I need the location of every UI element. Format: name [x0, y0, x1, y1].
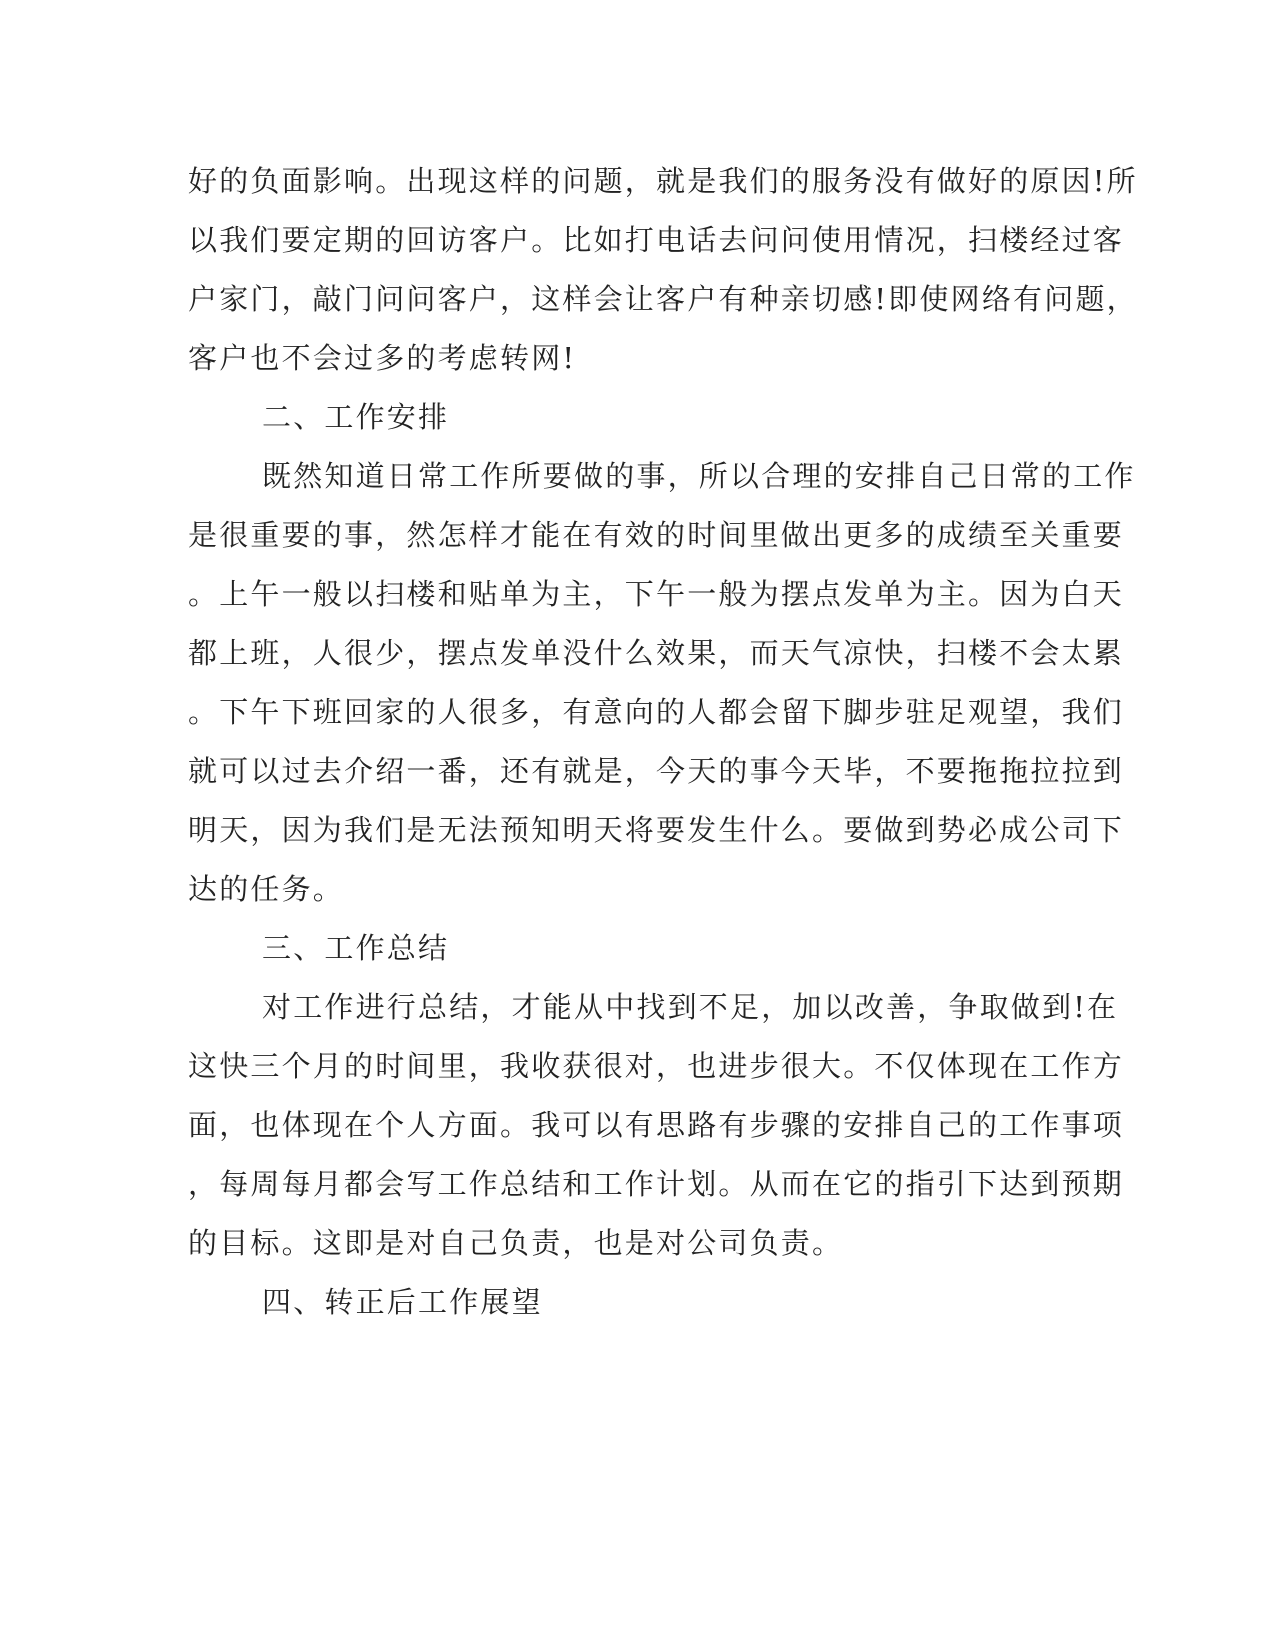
text-line: 明天，因为我们是无法预知明天将要发生什么。要做到势必成公司下	[188, 813, 1125, 847]
text-line: ，每周每月都会写工作总结和工作计划。从而在它的指引下达到预期	[188, 1167, 1125, 1201]
text-line: 是很重要的事，然怎样才能在有效的时间里做出更多的成绩至关重要	[188, 518, 1125, 552]
text-line: 。上午一般以扫楼和贴单为主，下午一般为摆点发单为主。因为白天	[188, 577, 1125, 611]
text-line: 这快三个月的时间里，我收获很对，也进步很大。不仅体现在工作方	[188, 1049, 1125, 1083]
text-line: 户家门，敲门问问客户，这样会让客户有种亲切感!即使网络有问题，	[188, 282, 1138, 316]
text-line: 都上班，人很少，摆点发单没什么效果，而天气凉快，扫楼不会太累	[188, 636, 1125, 670]
text-line: 以我们要定期的回访客户。比如打电话去问问使用情况，扫楼经过客	[188, 223, 1125, 257]
text-line: 好的负面影响。出现这样的问题，就是我们的服务没有做好的原因!所	[188, 164, 1138, 198]
text-line: 客户也不会过多的考虑转网!	[188, 341, 577, 375]
text-line: 。下午下班回家的人很多，有意向的人都会留下脚步驻足观望，我们	[188, 695, 1125, 729]
section-heading: 二、工作安排	[262, 400, 450, 434]
text-line: 达的任务。	[188, 872, 345, 906]
text-line: 既然知道日常工作所要做的事，所以合理的安排自己日常的工作	[262, 459, 1136, 493]
text-line: 就可以过去介绍一番，还有就是，今天的事今天毕，不要拖拖拉拉到	[188, 754, 1125, 788]
text-line: 面，也体现在个人方面。我可以有思路有步骤的安排自己的工作事项	[188, 1108, 1125, 1142]
section-heading: 三、工作总结	[262, 931, 450, 965]
text-line: 对工作进行总结，才能从中找到不足，加以改善，争取做到!在	[262, 990, 1119, 1024]
text-line: 的目标。这即是对自己负责，也是对公司负责。	[188, 1226, 844, 1260]
section-heading: 四、转正后工作展望	[262, 1285, 543, 1319]
